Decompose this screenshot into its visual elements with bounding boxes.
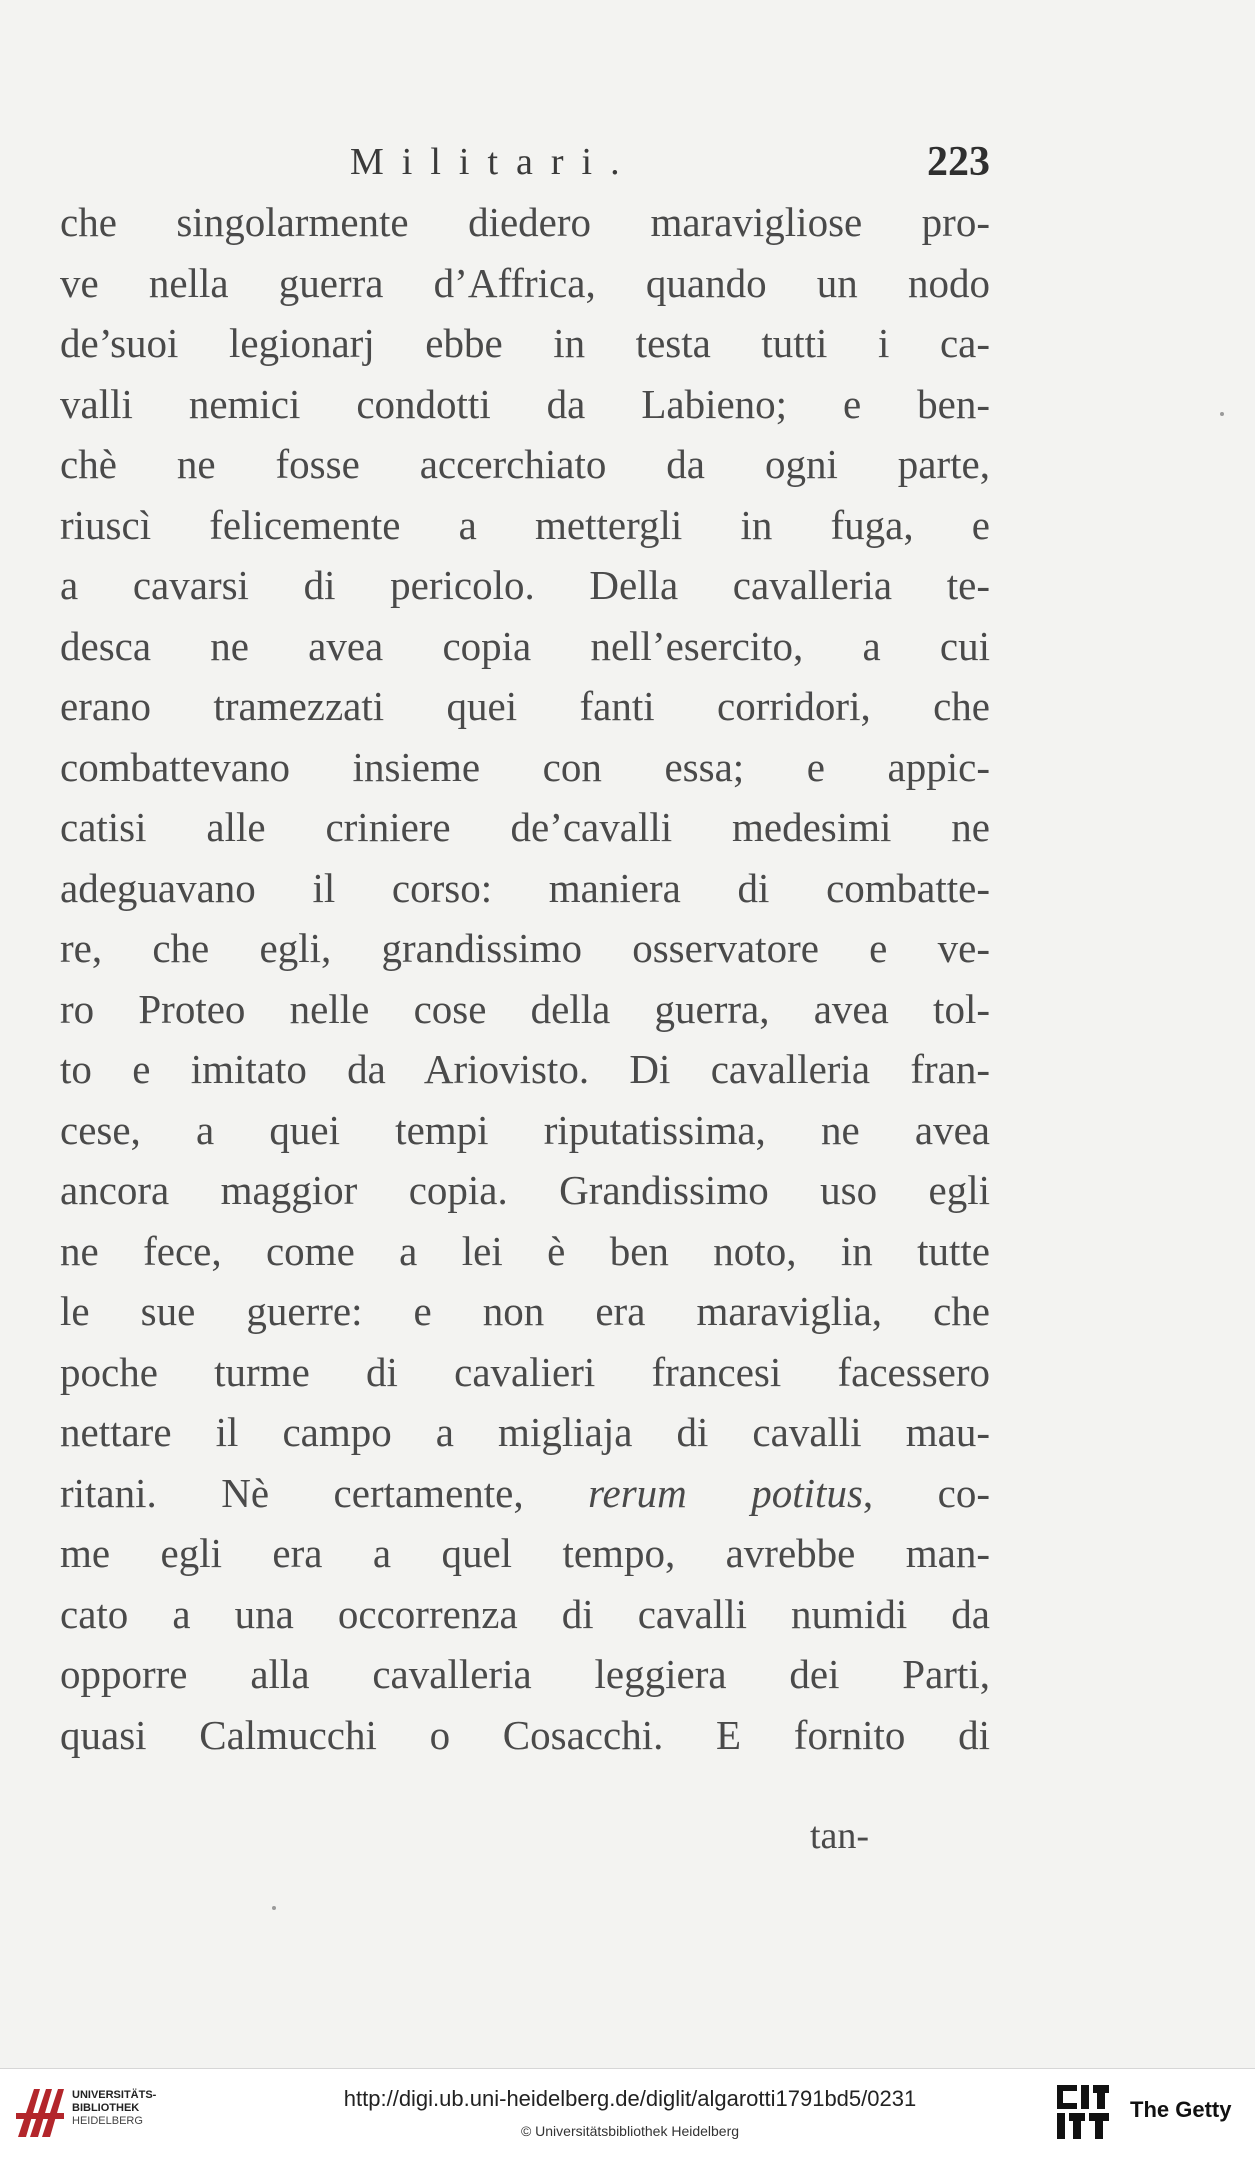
text-line: valli nemici condotti da Labieno; e ben-: [60, 380, 990, 427]
text-line: le sue guerre: e non era maraviglia, che: [60, 1288, 990, 1334]
paper-speck: [1220, 412, 1224, 416]
text-line: nettare il campo a migliaja di cavalli mau-: [60, 1409, 990, 1455]
text-line: quasi Calmucchi o Cosacchi. E fornito di: [60, 1711, 990, 1758]
text-line-with-italic: [60, 1463, 990, 1524]
text-line: cato a una occorrenza di cavalli numidi da: [60, 1590, 990, 1637]
running-head: [350, 132, 990, 192]
viewer-footer: [0, 2068, 1255, 2157]
text-line: combattevano insieme con essa; e appic-: [60, 743, 990, 790]
text-line: de’suoi legionarj ebbe in testa tutti i ca-: [60, 320, 990, 366]
body-text: [60, 192, 990, 1765]
copyright-notice: © Universitätsbibliothek Heidelberg: [520, 2123, 740, 2139]
text-line: poche turme di cavalieri francesi facessero: [60, 1348, 990, 1395]
paper-speck: [272, 1906, 276, 1910]
text-line: adeguavano il corso: maniera di combatte-: [60, 864, 990, 911]
text-line-start: ritani. Nè certamente,: [60, 1469, 524, 1516]
text-line: catisi alle criniere de’cavalli medesimi ne: [60, 804, 990, 850]
text-line: ne fece, come a lei è ben noto, in tutte: [60, 1227, 990, 1274]
running-title: Militari.: [350, 141, 638, 183]
getty-label[interactable]: The Getty: [1130, 2097, 1232, 2122]
text-line: me egli era a quel tempo, avrebbe man-: [60, 1530, 990, 1576]
text-line: cese, a quei tempi riputatissima, ne avea: [60, 1106, 990, 1153]
text-line: re, che egli, grandissimo osservatore e ve-: [60, 925, 990, 971]
italic-phrase: rerum potitus: [588, 1469, 863, 1516]
text-line: erano tramezzati quei fanti corridori, che: [60, 683, 990, 729]
ub-heidelberg-mark-icon: [14, 2083, 66, 2141]
text-line: ro Proteo nelle cose della guerra, avea tol-: [60, 985, 990, 1032]
library-name-line: BIBLIOTHEK: [72, 2102, 140, 2114]
text-line: che singolarmente diedero maravigliose pro-: [60, 199, 990, 245]
library-name-line: UNIVERSITÄTS-: [72, 2089, 157, 2101]
university-library-logo[interactable]: [14, 2081, 164, 2145]
text-line-end: , co-: [862, 1469, 990, 1516]
university-library-name: [72, 2089, 156, 2128]
text-line: ve nella guerra d’Affrica, quando un nodo: [60, 259, 990, 306]
text-line: opporre alla cavalleria leggiera dei Parti,: [60, 1651, 990, 1697]
page-number: 223: [927, 139, 990, 185]
text-line: desca ne avea copia nell’esercito, a cui: [60, 622, 990, 669]
getty-logo-icon[interactable]: [1055, 2083, 1111, 2143]
text-line: a cavarsi di pericolo. Della cavalleria te-: [60, 562, 990, 608]
permalink-url[interactable]: http://digi.ub.uni-heidelberg.de/diglit/algarotti1791bd5/0231: [343, 2086, 917, 2111]
text-line: riuscì felicemente a mettergli in fuga, e: [60, 501, 990, 548]
catchword: tan-: [810, 1815, 870, 1857]
text-line: chè ne fosse accerchiato da ogni parte,: [60, 441, 990, 487]
text-line: ancora maggior copia. Grandissimo uso egli: [60, 1167, 990, 1213]
library-name-line: HEIDELBERG: [72, 2115, 143, 2127]
text-line: to e imitato da Ariovisto. Di cavalleria fran-: [60, 1046, 990, 1092]
